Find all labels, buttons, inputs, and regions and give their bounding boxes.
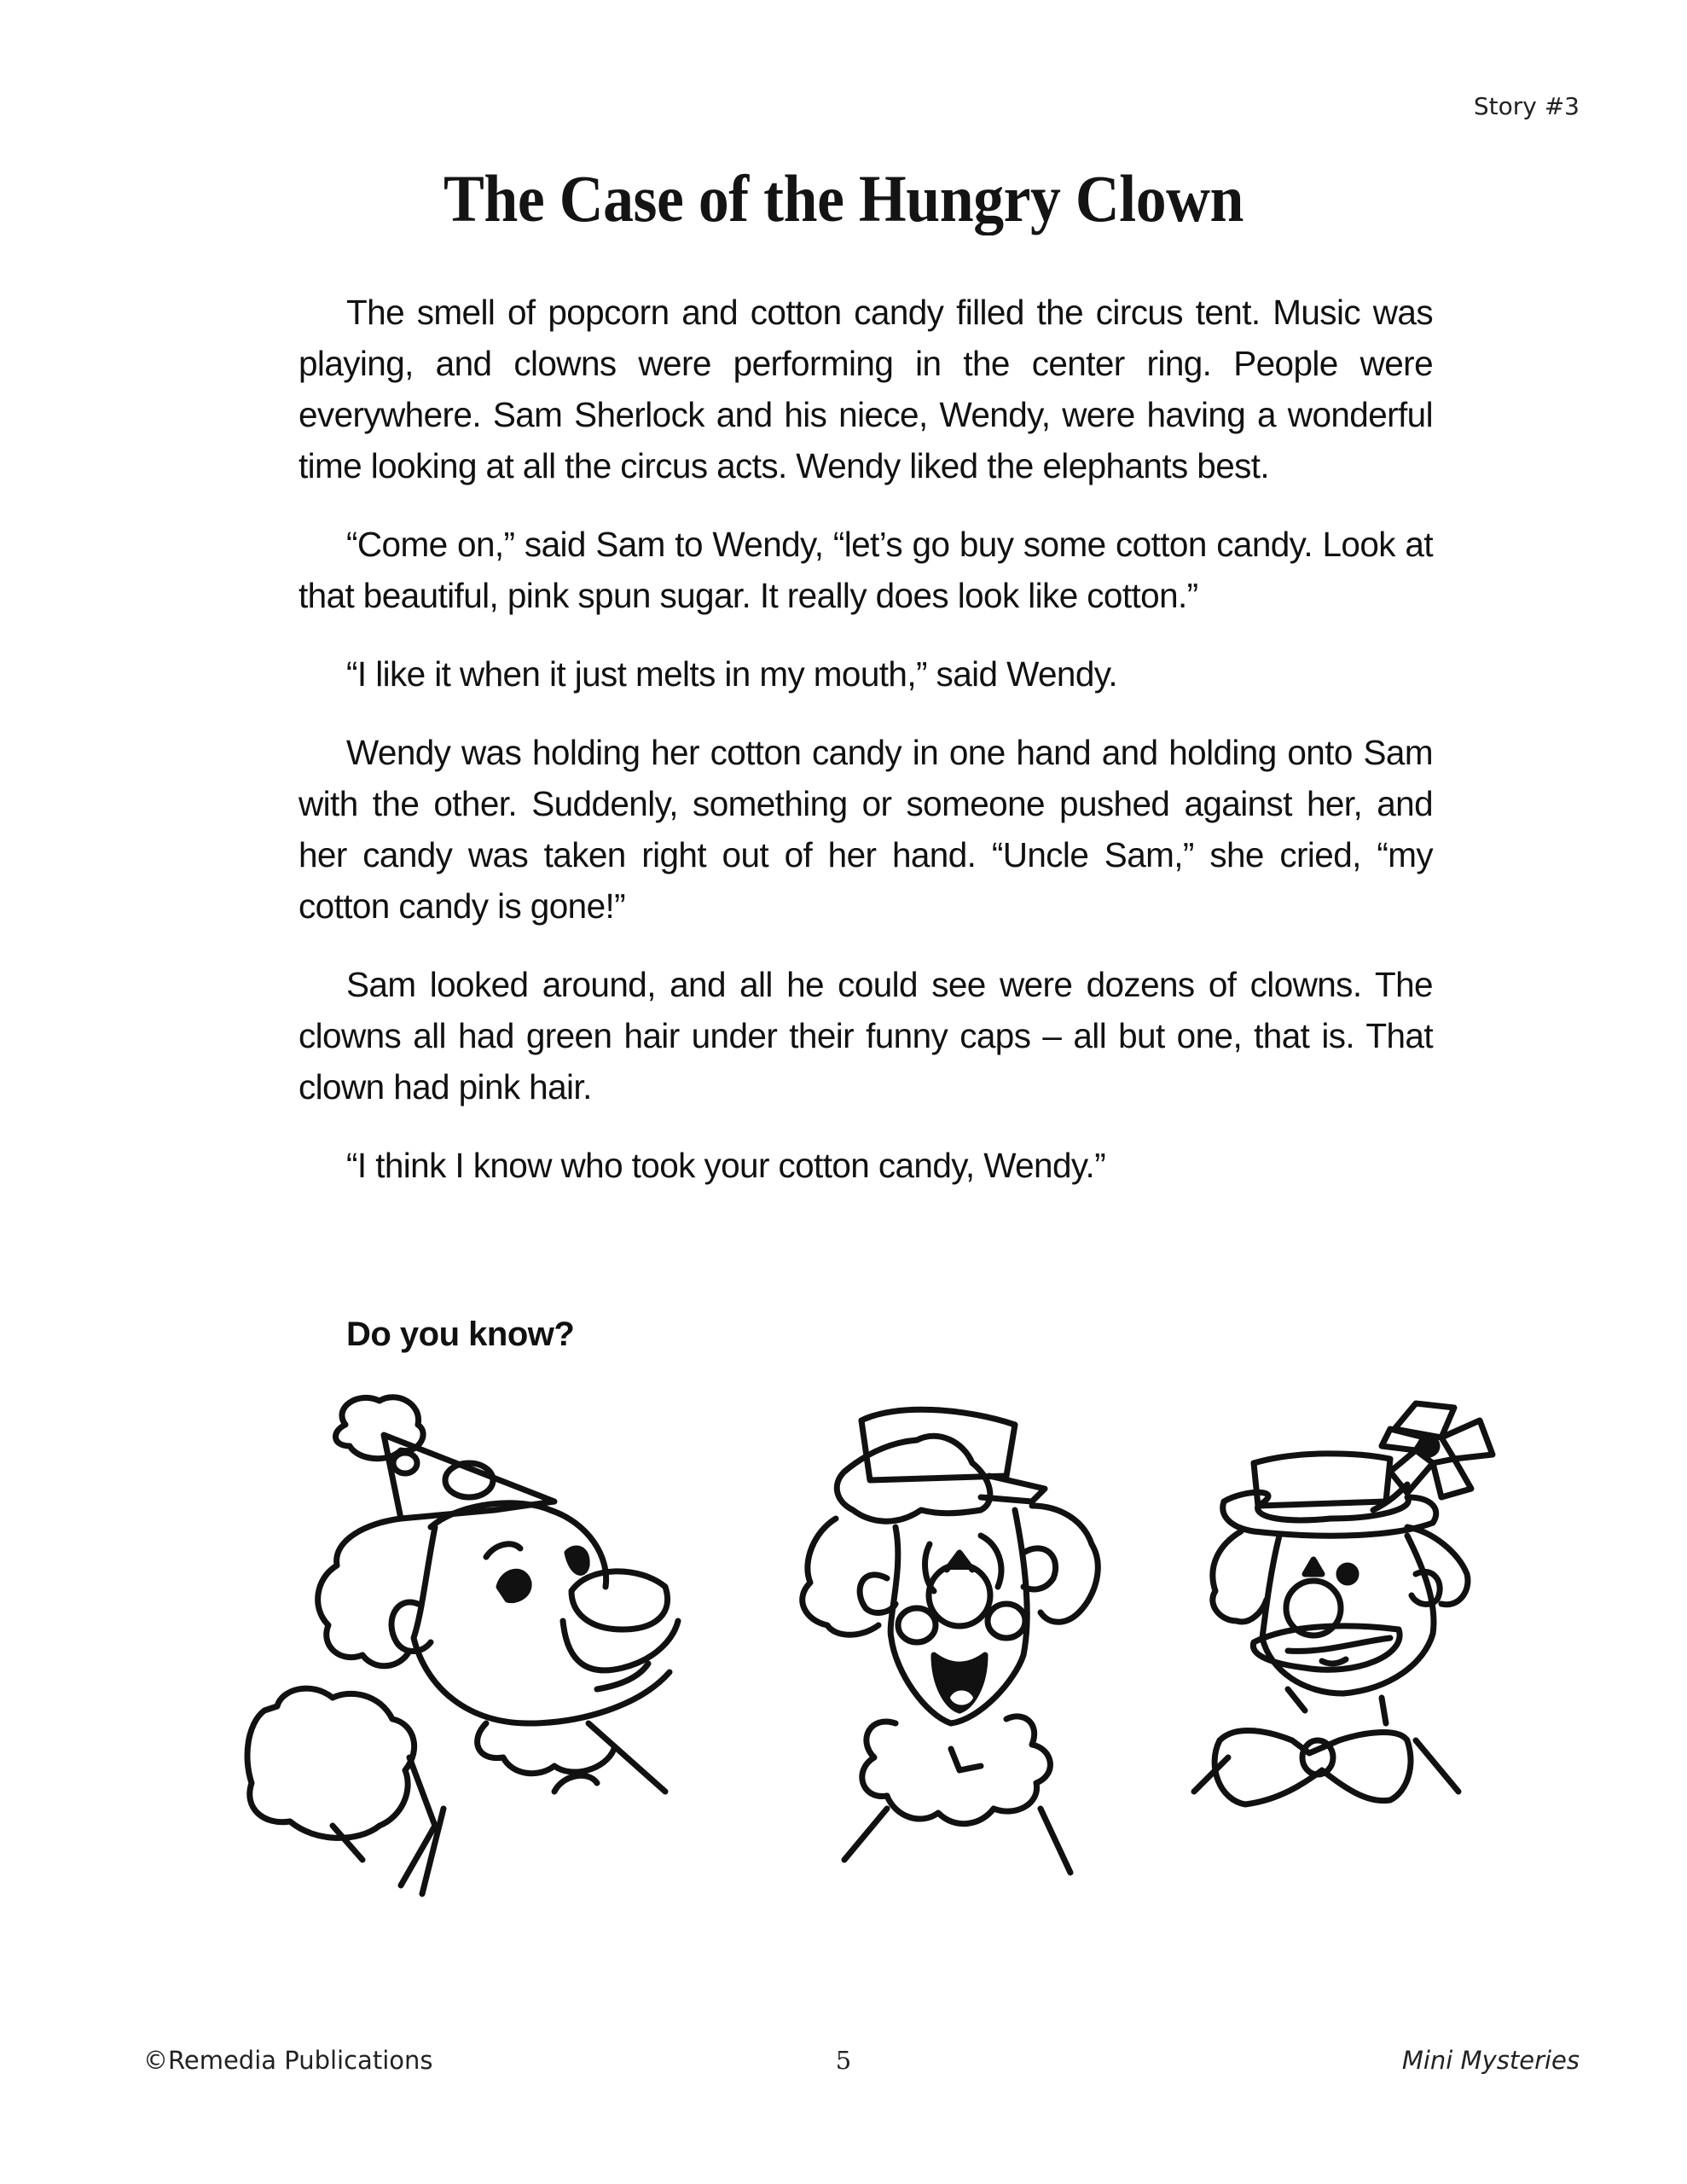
paragraph: Wendy was holding her cotton candy in one hand and holding onto Sam with the other. Suddenly, something or someone pushed against her, and her candy was taken right out of her hand. “Uncle Sam,” she cried, “my cotton candy is gone!” [299,733,1433,926]
clown-party-hat-icon [247,1397,678,1894]
page-title: The Case of the Hungry Clown [443,161,1244,235]
paragraph: “Come on,” said Sam to Wendy, “let’s go buy some cotton candy. Look at that beautiful, pink spun sugar. It really does look like cotton.” [299,525,1433,615]
clown-bowler-flower-icon [1194,1403,1493,1804]
page-number: 5 [835,2046,852,2075]
paragraph: The smell of popcorn and cotton candy filled the circus tent. Music was playing, and clowns were performing in the center ring. People were everywhere. Sam Sherlock and his niece, Wendy, were having a wonderful time looking at all the circus acts. Wendy liked the elephants best. [299,293,1433,485]
story-number: Story #3 [1473,92,1580,120]
paragraph: “I like it when it just melts in my mouth,” said Wendy. [346,654,1118,694]
clown-top-hat-icon [803,1409,1098,1873]
question-prompt: Do you know? [346,1316,575,1353]
publisher-credit: ©Remedia Publications [143,2046,433,2075]
paragraph: “I think I know who took your cotton candy, Wendy.” [346,1146,1106,1185]
paragraph: Sam looked around, and all he could see were dozens of clowns. The clowns all had green hair under their funny caps – all but one, that is. That clown had pink hair. [299,965,1433,1107]
book-title: Mini Mysteries [1401,2046,1580,2075]
story-body [299,287,1433,1218]
clowns-illustration [230,1382,1586,2039]
